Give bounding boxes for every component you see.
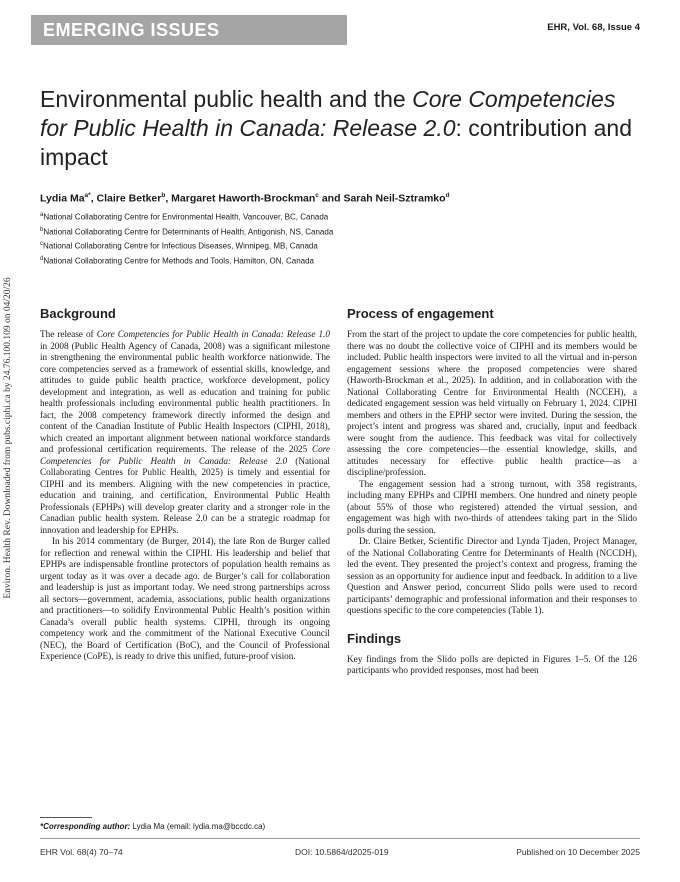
affiliation-item bbox=[40, 209, 640, 224]
author-affiliation-mark: d bbox=[445, 192, 450, 199]
footer-published: Published on 10 December 2025 bbox=[516, 847, 640, 857]
affiliation-mark: b bbox=[40, 226, 44, 233]
download-notice: Environ. Health Rev. Downloaded from pubs.ciphi.ca by 24.76.100.109 on 04/20/26 bbox=[3, 277, 13, 599]
title-italic: Core Competencies for Public Health in Canada: Release 2.0 bbox=[40, 86, 616, 141]
author-name: Claire Betker bbox=[96, 192, 162, 205]
process-paragraph-3: Dr. Claire Betker, Scientific Director and Lynda Tjaden, Project Manager, of the National Collaborating Centre for Determinants of Health (NCCDH), led the event. They presented the project’s context and progress, framing the session as an opportunity for audience input and feedback. In addition to a live Question and Answer period, concurrent Slido polls were used to record participants’ demographic and professional information and their responses to questions specific to the core competencies (Table 1). bbox=[347, 536, 637, 615]
findings-heading: Findings bbox=[347, 630, 402, 646]
affiliation-text: National Collaborating Centre for Methods and Tools, Hamilton, ON, Canada bbox=[43, 256, 315, 266]
affiliation-item bbox=[40, 238, 640, 253]
correspondence-note bbox=[40, 822, 265, 831]
text-run: The release of bbox=[40, 329, 97, 339]
author-separator: and bbox=[318, 192, 344, 205]
correspondence-label: *Corresponding author: bbox=[40, 822, 131, 831]
text-run: (National Collaborating Centres for Public Health, 2025) is timely and essential for CIPHI and its members. Aligning with the new competencies in practice, education and training, and certification, Environmental Public Health Professionals (EPHPs) will develop greater clarity and a stronger role in the Canadian public health system. Release 2.0 can be a strategic roadmap for innovation and leadership for EPHPs. bbox=[40, 455, 330, 535]
footer-doi: DOI: 10.5864/d2025-019 bbox=[295, 847, 389, 857]
right-column bbox=[347, 306, 637, 677]
affiliation-text: National Collaborating Centre for Environmental Health, Vancouver, BC, Canada bbox=[43, 212, 329, 222]
footer-divider bbox=[40, 838, 640, 839]
section-banner: EMERGING ISSUES bbox=[31, 15, 347, 45]
correspondence-divider bbox=[40, 817, 92, 818]
background-heading: Background bbox=[40, 306, 116, 321]
title-part-1: Environmental public health and the bbox=[40, 86, 413, 112]
author-affiliation-mark: c bbox=[315, 192, 319, 199]
italic-title-run: Core Competencies for Public Health in Canada: Release 2.0 bbox=[40, 444, 330, 466]
affiliation-item bbox=[40, 224, 640, 239]
author-list bbox=[40, 192, 640, 205]
author-name: Lydia Ma bbox=[40, 192, 85, 205]
title-part-2: : contribution and impact bbox=[40, 115, 632, 170]
affiliation-text: National Collaborating Centre for Determinants of Health, Antigonish, NS, Canada bbox=[43, 227, 334, 237]
journal-reference: EHR, Vol. 68, Issue 4 bbox=[547, 22, 640, 33]
affiliation-mark: a bbox=[40, 212, 44, 218]
affiliation-mark: c bbox=[40, 241, 43, 248]
author-affiliation-mark: b bbox=[161, 192, 166, 199]
text-run: in 2008 (Public Health Agency of Canada, 2008) was a significant milestone in strengthening the environmental public health workforce nationwide. The core competencies served as a framework of essential skills, knowledge, and attitudes to guide public health practice, workforce development, policy development and integration, as well as education and training for public health professionals including environmental public health practitioners. In fact, the 2008 competency framework directly informed the design and content of the Canadian Institute of Public Health Inspectors (CIPHI, 2018), which created an important alignment between national workforce standards and professional certification requirements. The release of the 2025 bbox=[40, 340, 330, 454]
author-affiliation-mark: a* bbox=[84, 192, 91, 199]
background-paragraph-1 bbox=[40, 329, 330, 536]
process-heading: Process of engagement bbox=[347, 306, 494, 321]
author-name: Margaret Haworth-Brockman bbox=[171, 192, 316, 205]
download-watermark bbox=[0, 0, 16, 882]
process-paragraph-2: The engagement session had a strong turnout, with 358 registrants, including many EPHPs and CIPHI members. One hundred and ninety people (about 55% of those who registered) attended the virtual session, and engagement was high with two-thirds of attendees taking part in the Slido polls during the session. bbox=[347, 478, 637, 535]
affiliation-item bbox=[40, 253, 640, 268]
author-separator: , bbox=[165, 192, 172, 205]
affiliation-list bbox=[40, 209, 640, 268]
author-separator: , bbox=[90, 192, 97, 205]
findings-paragraph-1: Key findings from the Slido polls are depicted in Figures 1–5. Of the 126 participants who provided responses, most had been bbox=[347, 653, 637, 675]
left-column bbox=[40, 306, 330, 663]
article-title bbox=[40, 85, 640, 172]
correspondence-text: Lydia Ma (email: lydia.ma@bccdc.ca) bbox=[130, 822, 266, 831]
affiliation-mark: d bbox=[40, 255, 44, 262]
background-paragraph-2: In his 2014 commentary (de Burger, 2014), the late Ron de Burger called for reflection and renewal within the CIPHI. His leadership and belief that EPHPs are indispensable frontline protectors of population health remains as urgent today as it was over a decade ago. de Burger’s call for collaboration and leadership is just as important today. We need strong partnerships across all sectors—government, academia, associations, public health organizations and practitioners—to solidify Environmental Public Health’s position within Canada’s overall public health systems. CIPHI, through its ongoing competency work and the commitment of the National Executive Council (NEC), the Board of Certification (BoC), and the Council of Professional Experience (CoPE), is ready to drive this unified, future-proof vision. bbox=[40, 536, 330, 661]
process-paragraph-1: From the start of the project to update the core competencies for public health, there was no doubt the collective voice of CIPHI and its members would be included. Public health inspectors were invited to all the virtual and in-person engagement sessions where the proposed competencies were shared (Haworth-Brockman et al., 2025). In addition, and in collaboration with the National Collaborating Centre for Environmental Health (NCCEH), a dedicated engagement session was held virtually on February 1, 2024. CIPHI members and others in the EPHP sector were invited. During the session, the project’s intent and progress was shared and, crucially, input and feedback were sought from the audience. This feedback was vital for collectively assessing the core competencies—the essential knowledge, skills, and attitudes necessary for effective public health practice—as a discipline/profession. bbox=[347, 329, 637, 477]
italic-title-run: Core Competencies for Public Health in Canada: Release 1.0 bbox=[96, 329, 330, 339]
author-name: Sarah Neil-Sztramko bbox=[343, 192, 446, 205]
footer-citation: EHR Vol. 68(4) 70–74 bbox=[40, 847, 123, 857]
affiliation-text: National Collaborating Centre for Infectious Diseases, Winnipeg, MB, Canada bbox=[43, 241, 318, 251]
